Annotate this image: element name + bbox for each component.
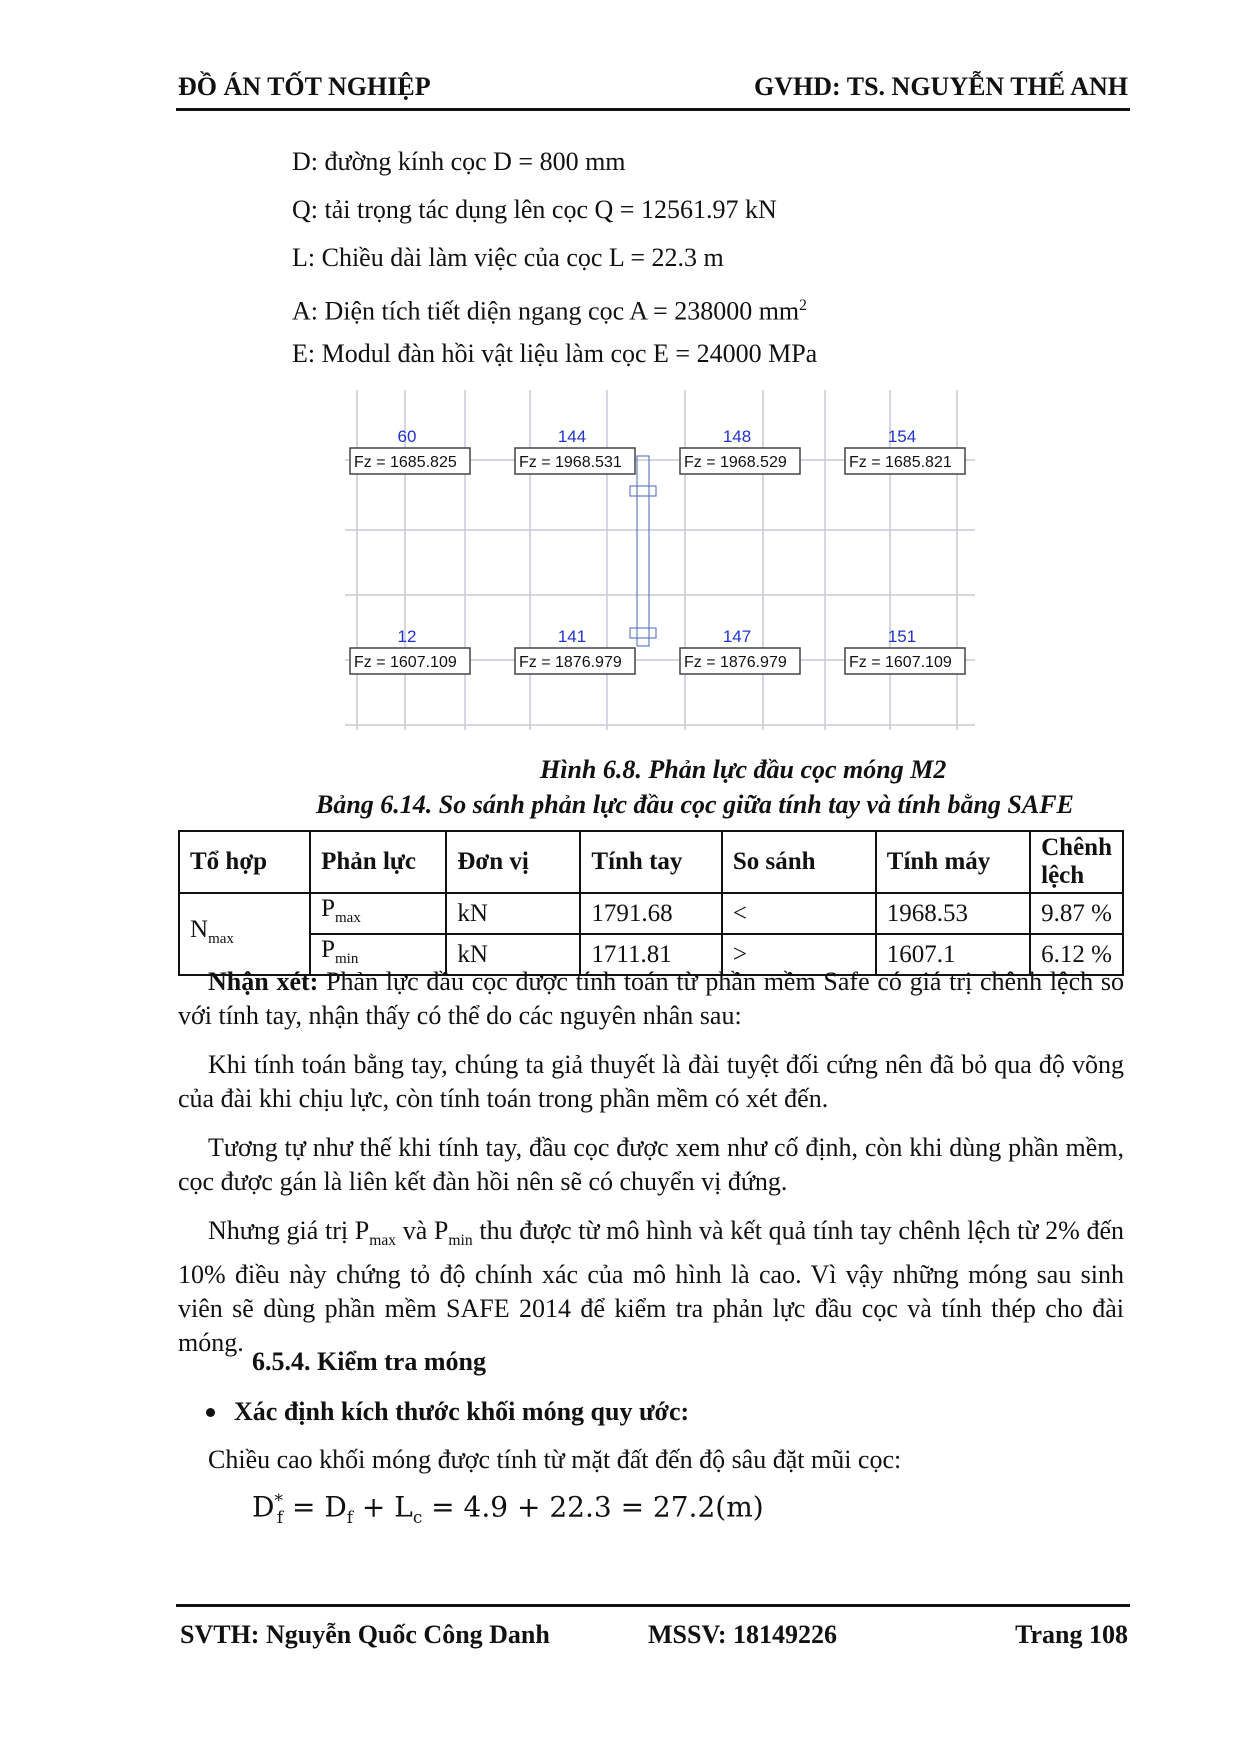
footer-student: SVTH: Nguyễn Quốc Công Danh (180, 1620, 550, 1649)
table-row (179, 893, 1123, 934)
unit-cell: kN (446, 934, 580, 975)
header-title: ĐỒ ÁN TỐT NGHIỆP (178, 72, 431, 101)
pile-id-label: 141 (557, 627, 587, 646)
footer-student-id: MSSV: 18149226 (648, 1620, 838, 1649)
pile-id-label: 144 (557, 427, 587, 446)
remark-paragraph-2: Khi tính toán bằng tay, chúng ta giả thuyết là đài tuyệt đối cứng nên đã bỏ qua độ võng của đài khi chịu lực, còn tính toán trong phần mềm có xét đến. (178, 1050, 1124, 1113)
group-cell: $N_{max}$ (179, 893, 310, 975)
param-a: A: Diện tích tiết diện ngang cọc A = 238000 $mm^2$ (292, 296, 807, 326)
table-header-row (179, 831, 1123, 893)
col-reaction: Phản lực (310, 831, 446, 893)
grid-lines (345, 390, 975, 730)
pile-id-label: 148 (722, 427, 752, 446)
pile-id-label: 154 (887, 427, 917, 446)
col-difference: Chênh lệch (1030, 831, 1123, 893)
hand-cell: 1711.81 (580, 934, 721, 975)
pile-force-label: Fz = 1876.979 (684, 654, 787, 671)
col-hand-calc: Tính tay (580, 831, 721, 893)
pile-force-label: Fz = 1968.531 (519, 454, 622, 471)
height-description: Chiều cao khối móng được tính từ mặt đất đến độ sâu đặt mũi cọc: (208, 1445, 902, 1474)
pile-force-label: Fz = 1968.529 (684, 454, 787, 471)
pile-labels (350, 427, 965, 674)
header-supervisor: GVHD: TS. NGUYỄN THẾ ANH (754, 72, 1128, 101)
pile-force-label: Fz = 1876.979 (519, 654, 622, 671)
footer-page-number: Trang 108 (1015, 1620, 1128, 1649)
table-caption: Bảng 6.14. So sánh phản lực đầu cọc giữa tính tay và tính bằng SAFE (316, 790, 1074, 819)
col-compare: So sánh (722, 831, 876, 893)
param-d: D: đường kính cọc D = 800 mm (292, 147, 626, 176)
col-machine-calc: Tính máy (876, 831, 1030, 893)
pile-force-label: Fz = 1685.825 (354, 454, 457, 471)
footer-rule (176, 1604, 1130, 1607)
pile-force-label: Fz = 1607.109 (354, 654, 457, 671)
remark-paragraph-4: Nhưng giá trị $P_{max}$ và $P_{min}$ thu được từ mô hình và kết quả tính tay chênh lệch từ 2% đến 10% điều này chứng tỏ độ chính xác của mô hình là cao. Vì vậy những móng sau sinh viên sẽ dùng phần mềm SAFE 2014 để kiểm tra phản lực đầu cọc và tính thép cho đài móng. (178, 1216, 1124, 1358)
col-combination: Tổ hợp (179, 831, 310, 893)
hand-cell: 1791.68 (580, 893, 721, 934)
pile-id-label: 60 (397, 427, 417, 446)
header-rule (176, 108, 1130, 111)
machine-cell: 1968.53 (876, 893, 1030, 934)
section-heading: 6.5.4. Kiểm tra móng (252, 1347, 486, 1376)
pile-grid-diagram (345, 390, 975, 745)
col-unit: Đơn vị (446, 831, 580, 893)
bullet-icon (206, 1408, 215, 1417)
unit-cell: kN (446, 893, 580, 934)
reaction-cell: $P_{min}$ (310, 934, 446, 975)
param-l: L: Chiều dài làm việc của cọc L = 22.3 m (292, 243, 724, 272)
core-wall-outline (630, 456, 656, 646)
param-e: E: Modul đàn hồi vật liệu làm cọc E = 24000 MPa (292, 339, 818, 368)
machine-cell: 1607.1 (876, 934, 1030, 975)
figure-caption: Hình 6.8. Phản lực đầu cọc móng M2 (540, 755, 947, 784)
diff-cell: 9.87 % (1030, 893, 1123, 934)
comparison-table (178, 830, 1124, 976)
compare-cell: < (722, 893, 876, 934)
pile-force-label: Fz = 1685.821 (849, 454, 952, 471)
pile-reaction-figure (345, 390, 975, 745)
pile-id-label: 151 (887, 627, 917, 646)
pile-id-label: 12 (397, 627, 417, 646)
diff-cell: 6.12 % (1030, 934, 1123, 975)
remark-paragraph-1: Nhận xét: Phản lực đầu cọc được tính toán từ phần mềm Safe có giá trị chênh lệch so với tính tay, nhận thấy có thể do các nguyên nhân sau: (178, 967, 1124, 1030)
remark-paragraph-3: Tương tự như thế khi tính tay, đầu cọc được xem như cố định, còn khi dùng phần mềm, cọc được gán là liên kết đàn hồi nên sẽ có chuyển vị đứng. (178, 1133, 1124, 1196)
depth-formula: $D^*_f = D_f + L_c = 4.9 + 22.3 = 27.2(m)$ (252, 1490, 764, 1527)
reaction-cell: $P_{max}$ (310, 893, 446, 934)
pile-id-label: 147 (722, 627, 752, 646)
bullet-heading: Xác định kích thước khối móng quy ước: (234, 1397, 690, 1426)
param-q: Q: tải trọng tác dụng lên cọc Q = 12561.97 kN (292, 195, 777, 224)
compare-cell: > (722, 934, 876, 975)
pile-force-label: Fz = 1607.109 (849, 654, 952, 671)
